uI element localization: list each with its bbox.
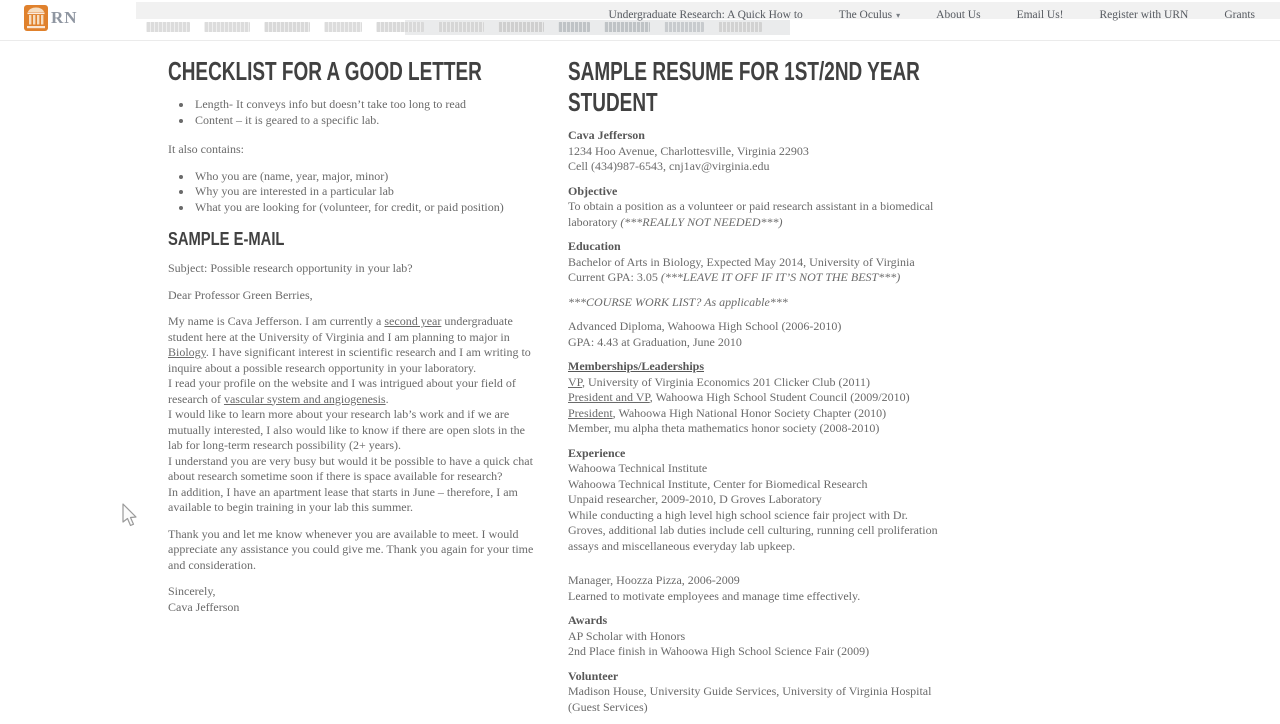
text-segment: 1234 Hoo Avenue, Charlottesville, Virginia 22903 [568, 143, 809, 158]
nav-item-register-with-urn[interactable]: Register with URN [1099, 9, 1189, 21]
resume-column [568, 56, 946, 724]
email-subject-line: Subject: Possible research opportunity in your lab? [168, 261, 413, 275]
checklist-column [168, 56, 540, 626]
subnav-placeholder-block[interactable] [498, 22, 544, 32]
resume-title: SAMPLE RESUME FOR 1ST/2ND YEAR STUDENT [568, 56, 920, 117]
list-item: • Content – it is geared to a specific lab. [193, 113, 540, 129]
subnav-placeholder-block[interactable] [146, 22, 190, 32]
site-logo[interactable] [24, 5, 78, 31]
subnav-placeholder-block[interactable] [438, 22, 484, 32]
text-line [568, 629, 946, 645]
text-segment: While conducting a high level high school science fair project with Dr. Groves, additional lab duties include cell culturing, running cell proliferation assays and miscellaneous everyday lab upkeep. [568, 507, 938, 553]
resume-section [568, 184, 946, 231]
text-line [568, 390, 946, 406]
text-segment: Wahoowa Technical Institute, Center for Biomedical Research [568, 476, 868, 491]
nav-item-about-us[interactable]: About Us [936, 9, 981, 21]
text-line [568, 319, 946, 335]
text-segment: In addition, I have an apartment lease that starts in June – therefore, I am available to begin training in your lab this summer. [168, 484, 518, 514]
also-contains-text: It also contains: [168, 142, 244, 156]
resume-section [568, 359, 946, 437]
logo-letters: RN [51, 8, 78, 27]
text-segment: (***LEAVE IT OFF IF IT’S NOT THE BEST***) [660, 270, 901, 284]
text-segment: Memberships/Leaderships [568, 359, 705, 373]
subnav-placeholder-block[interactable] [376, 22, 424, 32]
text-segment: Advanced Diploma, Wahoowa High School (2006-2010) [568, 319, 842, 333]
sample-email-title: SAMPLE E-MAIL [168, 229, 285, 249]
text-line [568, 184, 946, 200]
text-line [568, 573, 946, 589]
text-segment: Member, mu alpha theta mathematics honor society (2008-2010) [568, 421, 880, 435]
text-segment: . I have significant interest in scientific research and I am writing to inquire about a possible research opportunity in your laboratory. [168, 345, 531, 375]
text-segment: To obtain a position as a volunteer or paid research assistant in a biomedical laboratory [568, 199, 934, 229]
nav-item-the-oculus[interactable]: The Oculus ▾ [838, 9, 901, 21]
text-segment: Manager, Hoozza Pizza, 2006-2009 [568, 573, 740, 587]
list-item: • Who you are (name, year, major, minor) [193, 169, 540, 185]
text-line [168, 485, 540, 516]
subnav-placeholder-block[interactable] [664, 22, 704, 32]
text-segment: , Wahoowa High School Student Council (2009/2010) [649, 390, 910, 404]
subnav-placeholder-block[interactable] [324, 22, 362, 32]
checklist-title: CHECKLIST FOR A GOOD LETTER [168, 56, 482, 86]
text-segment: , Wahoowa High National Honor Society Chapter (2010) [612, 405, 887, 420]
text-line [568, 589, 946, 605]
resume-section [568, 295, 946, 311]
text-segment: I understand you are very busy but would it be possible to have a quick chat about research sometime soon if there is space available for research? [168, 453, 533, 483]
text-segment: Learned to motivate employees and manage time effectively. [568, 588, 861, 603]
text-line [168, 314, 540, 376]
text-segment: I read your profile on the website and I was intrigued about your field of research of [168, 376, 516, 406]
text-segment: Cava Jefferson [168, 599, 240, 614]
text-line [168, 454, 540, 485]
text-line [168, 584, 540, 600]
text-segment: Experience [568, 445, 626, 460]
list-item: • Why you are interested in a particular lab [193, 184, 540, 200]
text-segment: GPA: 4.43 at Graduation, June 2010 [568, 334, 742, 349]
subnav-placeholder-row [146, 22, 762, 32]
text-segment: ***COURSE WORK LIST? As applicable*** [568, 294, 788, 309]
resume-section [568, 573, 946, 604]
rotunda-icon [24, 5, 48, 31]
text-line [568, 295, 946, 311]
text-line [568, 128, 946, 144]
text-line [568, 255, 946, 271]
text-segment: Bachelor of Arts in Biology, Expected May 2014, University of Virginia [568, 254, 915, 269]
text-line [568, 508, 946, 555]
text-line [168, 376, 540, 407]
nav-item-undergraduate-research-a-quick-how-to[interactable]: Undergraduate Research: A Quick How to [608, 9, 803, 21]
email-signature [168, 584, 540, 615]
text-line [568, 613, 946, 629]
email-body [168, 314, 540, 516]
text-line [568, 159, 946, 175]
text-segment: 2nd Place finish in Wahoowa High School Science Fair (2009) [568, 644, 870, 658]
nav-item-email-us[interactable]: Email Us! [1016, 9, 1064, 21]
text-segment: Madison House, University Guide Services, University of Virginia Hospital (Guest Services) [568, 684, 932, 714]
text-line [568, 477, 946, 493]
text-line [168, 600, 540, 616]
text-segment: President and VP [568, 390, 650, 404]
list-item: • What you are looking for (volunteer, for credit, or paid position) [193, 200, 540, 216]
email-closing: Thank you and let me know whenever you are available to meet. I would appreciate any assistance you could give me. Thank you again for your time and consideration. [168, 526, 534, 572]
text-line [568, 375, 946, 391]
text-line [568, 446, 946, 462]
text-segment: Education [568, 239, 621, 253]
subnav-placeholder-block[interactable] [718, 22, 762, 32]
text-line [568, 406, 946, 422]
text-line [568, 492, 946, 508]
text-segment: Sincerely, [168, 584, 216, 598]
chevron-down-icon: ▾ [896, 11, 901, 20]
list-item: • Length- It conveys info but doesn’t take too long to read [193, 97, 540, 113]
resume-section [568, 128, 946, 175]
text-segment: Cell (434)987-6543, cnj1av@virginia.edu [568, 159, 770, 173]
subnav-placeholder-block[interactable] [604, 22, 650, 32]
text-line [568, 335, 946, 351]
primary-nav [609, 9, 1255, 21]
resume-section [568, 239, 946, 286]
text-line [568, 270, 946, 286]
text-segment: VP [568, 374, 583, 389]
text-line [568, 199, 946, 230]
text-line [568, 669, 946, 685]
text-line [568, 644, 946, 660]
subnav-placeholder-block[interactable] [264, 22, 310, 32]
text-segment: Cava Jefferson [568, 128, 645, 142]
resume-section [568, 446, 946, 555]
resume-content [568, 128, 946, 715]
text-segment: My name is Cava Jefferson. I am currently a [168, 314, 385, 328]
text-segment: I would like to learn more about your research lab’s work and if we are mutually interested, I also would like to know if there are open slots in the lab for long-term research possibility (2+ years). [168, 407, 525, 452]
text-segment: Volunteer [568, 668, 619, 683]
text-segment: undergraduate student here at the University of Virginia and I am planning to major in [168, 314, 513, 344]
text-segment: . [385, 391, 389, 406]
text-segment: Current GPA: 3.05 [568, 270, 661, 284]
text-line [568, 239, 946, 255]
text-line [568, 684, 946, 715]
text-segment: (***REALLY NOT NEEDED***) [620, 214, 783, 229]
text-segment: second year [384, 314, 442, 328]
text-segment: Awards [568, 613, 608, 627]
text-segment: vascular system and angiogenesis [223, 391, 386, 406]
contains-list [168, 169, 540, 216]
subnav-placeholder-block[interactable] [204, 22, 250, 32]
site-header [0, 0, 1280, 41]
text-segment: President [568, 405, 613, 420]
email-greeting: Dear Professor Green Berries, [168, 287, 313, 302]
text-segment: Unpaid researcher, 2009-2010, D Groves Laboratory [568, 492, 822, 506]
text-segment: Objective [568, 183, 618, 198]
text-line [568, 461, 946, 477]
text-segment: , University of Virginia Economics 201 Clicker Club (2011) [582, 374, 871, 389]
text-line [168, 407, 540, 454]
resume-section [568, 669, 946, 716]
mouse-cursor [119, 502, 139, 528]
text-segment: Biology [168, 345, 206, 359]
nav-item-grants[interactable]: Grants [1224, 9, 1255, 21]
resume-section [568, 613, 946, 660]
subnav-placeholder-block[interactable] [558, 22, 590, 32]
resume-section [568, 319, 946, 350]
text-line [568, 359, 946, 375]
text-segment: Wahoowa Technical Institute [568, 461, 708, 475]
checklist-list [168, 97, 540, 128]
text-line [568, 421, 946, 437]
text-line [568, 144, 946, 160]
text-segment: AP Scholar with Honors [568, 628, 686, 643]
